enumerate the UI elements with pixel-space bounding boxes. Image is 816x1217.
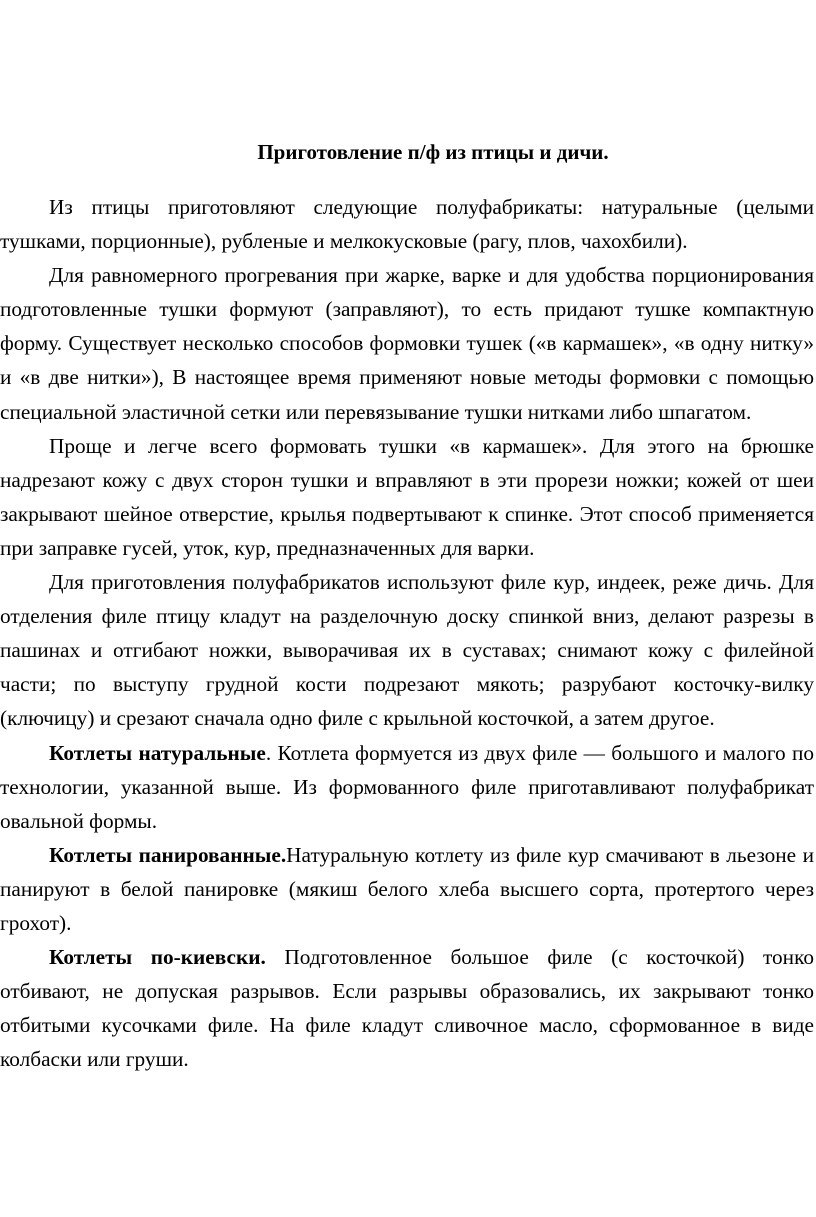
kiev-cutlets-text: Подготовленное большое филе (с косточкой) тонко отбивают, не допуская разрывов. Если разрывы образовались, их закрывают тонко отбитыми кусочками филе. На филе кладут сливочное масло, сформованное в виде колбаски или груши. <box>0 945 814 1072</box>
paragraph-kiev-cutlets <box>0 940 814 1076</box>
paragraph-3 <box>0 429 814 565</box>
paragraph-4-text: Для приготовления полуфабрикатов используют филе кур, индеек, реже дичь. Для отделения филе птицу кладут на разделочную доску спинкой вниз, делают разрезы в пашинах и отгибают ножки, выворачивая их в суставах; снимают кожу с филейной части; по выступу грудной кости подрезают мякоть; разрубают косточку-вилку (ключицу) и срезают сначала одно филе с крыльной косточкой, а затем другое. <box>0 570 814 731</box>
paragraph-2 <box>0 258 814 428</box>
breaded-cutlets-text: Натуральную котлету из филе кур смачивают в льезоне и панируют в белой панировке (мякиш белого хлеба высшего сорта, протертого через грохот). <box>0 842 814 935</box>
paragraph-breaded-cutlets <box>0 838 814 940</box>
document-body <box>0 190 816 1076</box>
document-title: Приготовление п/ф из птицы и дичи. <box>257 140 609 164</box>
paragraph-1 <box>0 190 814 258</box>
paragraph-4 <box>0 565 814 735</box>
natural-cutlets-heading: Котлеты натуральные <box>49 740 266 765</box>
paragraph-1-text: Из птицы приготовляют следующие полуфабрикаты: натуральные (целыми тушками, порционные), рубленые и мелкокусковые (рагу, плов, чахохбили). <box>0 195 814 254</box>
paragraph-natural-cutlets <box>0 736 814 838</box>
paragraph-3-text: Проще и легче всего формовать тушки «в кармашек». Для этого на брюшке надрезают кожу с двух сторон тушки и вправляют в эти прорези ножки; кожей от шеи закрывают шейное отверстие, крылья подвертывают к спинке. Этот способ применяется при заправке гусей, уток, кур, предназначенных для варки. <box>0 433 814 560</box>
natural-cutlets-text: . Котлета формуется из двух филе — большого и малого по технологии, указанной выше. Из формованного филе приготавливают полуфабрикат овальной формы. <box>0 740 815 833</box>
paragraph-2-text: Для равномерного прогревания при жарке, варке и для удобства порционирования подготовленные тушки формуют (заправляют), то есть придают тушке компактную форму. Существует несколько способов формовки тушек («в кармашек», «в одну нитку» и «в две нитки»), В настоящее время применяют новые методы формовки с помощью специальной эластичной сетки или перевязывание тушки нитками либо шпагатом. <box>0 263 814 424</box>
kiev-cutlets-heading: Котлеты по-киевски. <box>49 945 266 970</box>
breaded-cutlets-heading: Котлеты панированные. <box>49 842 287 867</box>
